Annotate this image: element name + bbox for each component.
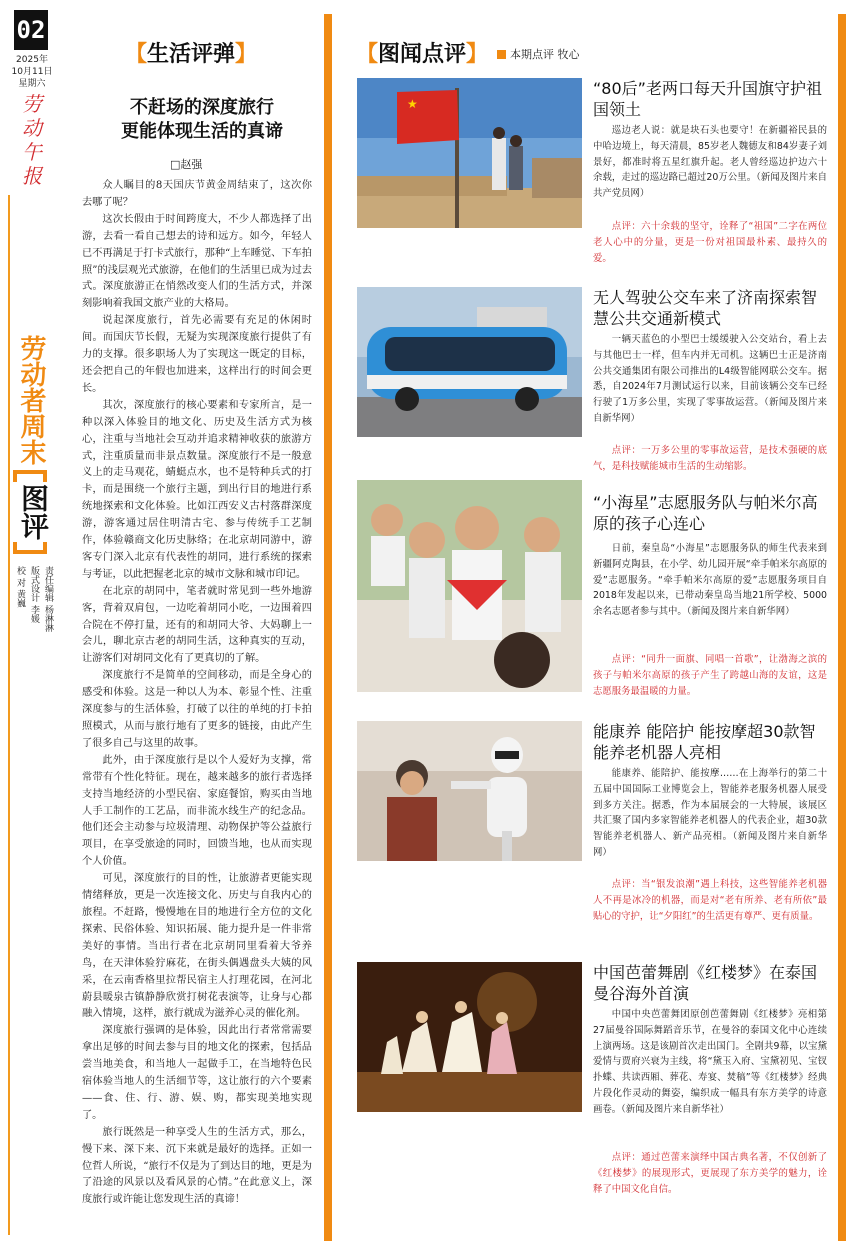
left-divider bbox=[8, 195, 10, 1235]
weekend-label: 劳动者周末 bbox=[16, 335, 46, 465]
flag-raising-photo bbox=[357, 78, 582, 228]
newspaper-logo: 劳 动 午 报 bbox=[22, 92, 42, 188]
essay-paragraph: 旅行既然是一种享受人生的生活方式，那么，慢下来、深下来、沉下来就是最好的选择。正如一位哲人所说，“旅行不仅是为了到达目的地，更是为了沿途的风景以及看风景的心情。”在此意义上，深度旅行或许能让您发现生活的真谛！ bbox=[82, 1126, 312, 1206]
essay-paragraph: 其次，深度旅行的核心要素和专家所言，是一种以深入体验目的地文化、历史及生活方式为核心，注重与当地社会互动并追求精神收获的旅游方式，注重质量而非景点数量。深度旅行不是一般意义上的走马观花，蜻蜓点水，也不是特种兵式的打卡，而是围绕一个旅行主题，到出行目的地进行系统地探索和文化体验。比如江西安义古村落群深度游，游客通过居住明清古宅、参与传统手工艺制作，体验赣商文化历史脉络；在北京胡同游中，游客专门深入北京有代表性的胡同，进行系统的探索与考证，以此把握老北京的城市文脉和城市印记。 bbox=[82, 399, 312, 580]
news-title: “80后”老两口每天升国旗守护祖国领土 bbox=[593, 79, 822, 119]
essay-paragraph: 可见，深度旅行的目的性，让旅游者更能实现情绪释放，更是一次连接文化、历史与自我内心的旅程。不赶路，慢慢地在目的地进行全方位的文化探索、民俗体验、知识拓展、能力提升是一件非常美好的事情。当出行者在北京胡同里看着大爷养鸟，在天津体验狞麻花，在街头偶遇盘头大姨的风采，在云南香格里拉帮民宿主人打理花园，在河北蔚县暖泉古镇静静欣赏打树花表演等，让身与心都融入情境，这样，旅行就成为滋养心灵的催化剂。 bbox=[82, 873, 312, 1020]
editor-note: 本期点评 牧心 bbox=[497, 46, 580, 62]
page-number: 02 bbox=[14, 10, 48, 50]
credit-layout: 版式设计 李媛 bbox=[29, 566, 39, 623]
volunteer-children-photo bbox=[357, 480, 582, 692]
essay-title: 不赶场的深度旅行 更能体现生活的真谛 bbox=[121, 97, 283, 142]
svg-text:★: ★ bbox=[407, 97, 418, 111]
essay-paragraph: 众人瞩目的8天国庆节黄金周结束了，这次你去哪了呢？ bbox=[82, 180, 312, 208]
news-comment: 点评：一万多公里的零事故运营，是技术强硬的底气，是科技赋能城市生活的生动缩影。 bbox=[593, 445, 827, 472]
news-comment: 点评：当“银发浪潮”遇上科技，这些智能养老机器人不再是冰冷的机器，而是对“老有所养、老有所依”最贴心的守护，让“夕阳红”的生活更有尊严、更有质量。 bbox=[593, 879, 827, 922]
news-comment: 点评：通过芭蕾来演绎中国古典名著，不仅创新了《红楼梦》的展现形式，更展现了东方美学的魅力，诠释了中国文化自信。 bbox=[593, 1152, 827, 1195]
news-body: 一辆天蓝色的小型巴士缓缓驶入公交站台，看上去与其他巴士一样，但车内并无司机。这辆巴士正是济南公共交通集团有限公司推出的L4级智能网联公交车。据悉，自2024年7月测试运行以来，目前该辆公交车已经行驶了1万多公里，实现了零事故运营。（新闻及图片来自新华网） bbox=[593, 334, 827, 424]
news-comment: 点评：六十余载的坚守，诠释了“祖国”二字在两位老人心中的分量，更是一份对祖国最朴素、最持久的爱。 bbox=[593, 221, 827, 264]
issue-date bbox=[10, 54, 54, 90]
essay-paragraph: 此外，由于深度旅行是以个人爱好为支撑，常常带有个性化特征。现在，越来越多的旅行者选择支持当地经济的小型民宿、家庭餐馆，购买由当地人手工制作的工艺品，而非流水线生产的纪念品。他们还会主动参与垃圾清理、动物保护等公益旅行项目，在享受旅途的同时，回馈当地，也从而实现个人价值。 bbox=[82, 754, 312, 868]
square-icon bbox=[497, 50, 506, 59]
news-title: 能康养 能陪护 能按摩超30款智能养老机器人亮相 bbox=[593, 722, 816, 762]
news-title: 无人驾驶公交车来了济南探索智慧公共交通新模式 bbox=[593, 288, 818, 328]
ballet-stage-photo bbox=[357, 962, 582, 1112]
news-comment: 点评：“同升一面旗、同唱一首歌”，让渤海之滨的孩子与帕米尔高原的孩子产生了跨越山海的友谊，这是志愿服务最温暖的力量。 bbox=[593, 654, 827, 697]
essay-paragraph: 深度旅行不是简单的空间移动，而是全身心的感受和体验。这是一种以人为本、彰显个性、注重深度参与的生活体验，打破了以往的单纯的打卡拍照模式，从而与旅行地有了更多的链接，由此产生了很多自己与这里的故事。 bbox=[82, 670, 312, 749]
essay-byline: □赵强 bbox=[170, 158, 203, 171]
date-month-day: 10月11日 bbox=[11, 67, 53, 77]
column-divider bbox=[324, 14, 332, 1241]
elderly-care-robot-photo bbox=[357, 721, 582, 861]
essay-paragraph: 这次长假由于时间跨度大，不少人都选择了出游，去看一看自己想去的诗和远方。如今，年轻人已不再满足于打卡式旅行，那种“上车睡觉、下车拍照”的浅层观光式旅游，在他们的生活里已成为过去式。深度旅游正在悄然改变人们的生活方式，并深刻影响着我国文旅产业的大格局。 bbox=[82, 213, 312, 310]
section-tag: 图评 bbox=[12, 482, 48, 542]
date-year: 2025年 bbox=[16, 55, 48, 65]
credit-proof: 校 对 黄巍 bbox=[15, 566, 25, 608]
news-body: 能康养、能陪护、能按摩……在上海举行的第二十五届中国国际工业博览会上，智能养老服务机器人展受到多方关注。据悉，作为本届展会的一大特展，该展区共汇聚了国内多家智能养老机器人的代表企业，超30款智能养老机器人、新产品亮相。（新闻及图片来自新华网） bbox=[593, 768, 827, 858]
essay-paragraph: 说起深度旅行，首先必需要有充足的休闲时间。而国庆节长假，无疑为实现深度旅行提供了有力的支撑。很多职场人为了实现这一既定的目标，还会把自己的年假也加进来，这样出行的时间会更长。 bbox=[82, 315, 312, 394]
essay-paragraph: 在北京的胡同中，笔者就时常见到一些外地游客，背着双肩包，一边吃着胡同小吃，一边围着四合院在不停打量，还有的和胡同大爷、大妈聊上一会儿，聊北京古老的胡同生活，这种真实的互动，让游客们对胡同文化有了更真切的了解。 bbox=[82, 585, 312, 665]
news-body: 巡边老人说：就是块石头也要守！在新疆裕民县的中哈边境上，每天清晨，85岁老人魏德友和84岁妻子刘景好，都准时将五星红旗升起。老人曾经巡边护边六十余载，走过的巡边路已超过20万公里。（新闻及图片来自共产党员网） bbox=[593, 125, 827, 200]
news-title: “小海星”志愿服务队与帕米尔高原的孩子心连心 bbox=[593, 493, 818, 533]
driverless-bus-photo bbox=[357, 287, 582, 437]
essay-body bbox=[82, 178, 312, 1209]
bracket-top bbox=[13, 470, 47, 482]
right-section-title: 【图闻点评】 bbox=[356, 42, 489, 67]
news-body: 中国中央芭蕾舞团原创芭蕾舞剧《红楼梦》亮相第27届曼谷国际舞蹈音乐节，在曼谷的泰国文化中心连续上演两场。这是该剧首次走出国门。全剧共9幕，以宝黛爱情与贾府兴衰为主线，将“黛玉入府、宝黛初见、宝钗扑蝶、共读西厢、葬花、寿宴、焚稿”等《红楼梦》经典片段化作灵动的舞姿，编织成一幅具有东方美学的诗意画卷。（新闻及图片来自新华社） bbox=[593, 1009, 827, 1115]
staff-credits bbox=[14, 566, 54, 632]
news-body: 日前，秦皇岛“小海星”志愿服务队的师生代表来到新疆阿克陶县，在小学、幼儿园开展“牵手帕米尔高原的爱”志愿服务。“牵手帕米尔高原的爱”志愿服务项目自2018年发起以来，已带动秦皇岛当地21所学校、5000余名志愿者参与其中。（新闻及图片来自新华网） bbox=[593, 543, 827, 618]
right-edge-bar bbox=[838, 14, 846, 1241]
date-weekday: 星期六 bbox=[18, 79, 46, 89]
credit-editor: 责任编辑 杨淋淋 bbox=[43, 566, 53, 632]
news-title: 中国芭蕾舞剧《红楼梦》在泰国曼谷海外首演 bbox=[593, 963, 818, 1003]
left-section-title: 【生活评弹】 bbox=[125, 42, 258, 67]
essay-paragraph: 深度旅行强调的是体验，因此出行者常常需要拿出足够的时间去参与目的地文化的探索，包括品尝当地美食，和当地人一起做手工，在当地特色民宿体验当地人的生活细节等，这让旅行的六个要素——食、住、行、游、娱、购，都实现美地实现了。 bbox=[82, 1025, 312, 1121]
bracket-bottom bbox=[13, 542, 47, 554]
